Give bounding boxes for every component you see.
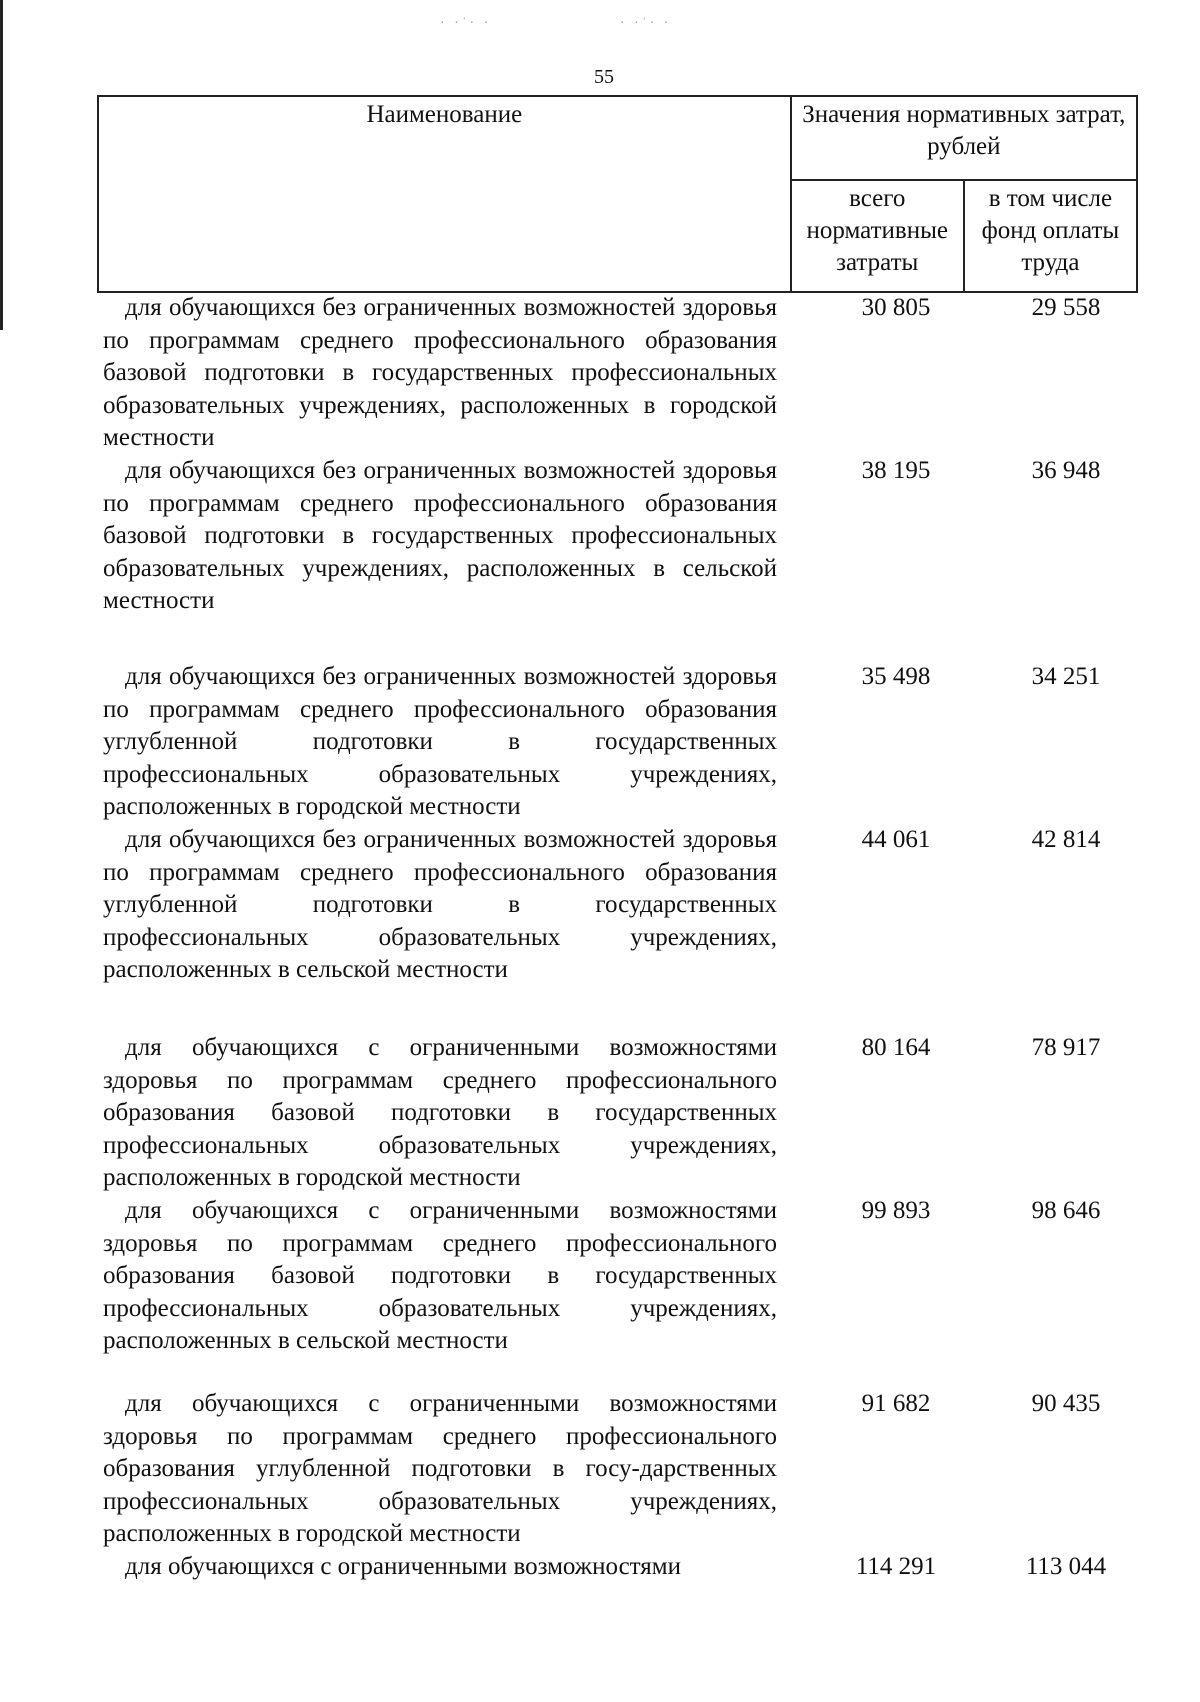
row-wage: 29 558 xyxy=(1031,294,1101,321)
row-total: 30 805 xyxy=(861,294,931,321)
row-name: для обучающихся без ограниченных возможностей здоровья по программам среднего профессионального образования базовой подготовки в государственных профессиональных образовательных учреждениях, расположенных в городской местности xyxy=(103,294,777,451)
scan-left-edge xyxy=(0,0,3,330)
table-header xyxy=(97,95,1138,293)
row-wage: 78 917 xyxy=(1031,1034,1101,1061)
row-total: 80 164 xyxy=(861,1034,931,1061)
row-wage: 36 948 xyxy=(1031,457,1101,484)
row-wage: 34 251 xyxy=(1031,663,1101,690)
row-total: 35 498 xyxy=(861,663,931,690)
row-name: для обучающихся без ограниченных возможностей здоровья по программам среднего профессионального образования базовой подготовки в государственных профессиональных образовательных учреждениях, расположенных в сельской местности xyxy=(103,457,777,614)
row-total: 114 291 xyxy=(855,1553,937,1580)
row-total: 44 061 xyxy=(861,826,931,853)
scan-noise: · ·ˈ· · xyxy=(440,16,492,31)
row-total: 91 682 xyxy=(861,1390,931,1417)
row-wage: 113 044 xyxy=(1025,1553,1107,1580)
row-name: для обучающихся с ограниченными возможностями xyxy=(125,1553,681,1580)
row-name: для обучающихся без ограниченных возможностей здоровья по программам среднего профессионального образования углубленной подготовки в государственных профессиональных образовательных учреждениях, расположенных в городской местности xyxy=(103,663,777,820)
row-name: для обучающихся с ограниченными возможностями здоровья по программам среднего профессионального образования углубленной подготовки в госу-дарственных профессиональных образовательных учреждениях, расположенных в городской местности xyxy=(103,1390,777,1547)
header-total-column: всего нормативные затраты xyxy=(791,180,964,292)
row-name: для обучающихся с ограниченными возможностями здоровья по программам среднего профессионального образования базовой подготовки в государственных профессиональных образовательных учреждениях, расположенных в городской местности xyxy=(103,1034,777,1191)
header-name-column: Наименование xyxy=(98,96,791,292)
row-wage: 98 646 xyxy=(1031,1197,1101,1224)
row-total: 99 893 xyxy=(861,1197,931,1224)
header-values-group: Значения нормативных затрат, рублей xyxy=(791,96,1137,180)
header-wage-column: в том числе фонд оплаты труда xyxy=(964,180,1137,292)
row-wage: 42 814 xyxy=(1031,826,1101,853)
page-number: 55 xyxy=(594,66,614,88)
row-name: для обучающихся без ограниченных возможностей здоровья по программам среднего профессионального образования углубленной подготовки в государственных профессиональных образовательных учреждениях, расположенных в сельской местности xyxy=(103,826,777,983)
row-name: для обучающихся с ограниченными возможностями здоровья по программам среднего профессионального образования базовой подготовки в государственных профессиональных образовательных учреждениях, расположенных в сельской местности xyxy=(103,1197,777,1354)
row-wage: 90 435 xyxy=(1031,1390,1101,1417)
scan-noise: · ·ˈ· · xyxy=(620,16,672,31)
row-total: 38 195 xyxy=(861,457,931,484)
